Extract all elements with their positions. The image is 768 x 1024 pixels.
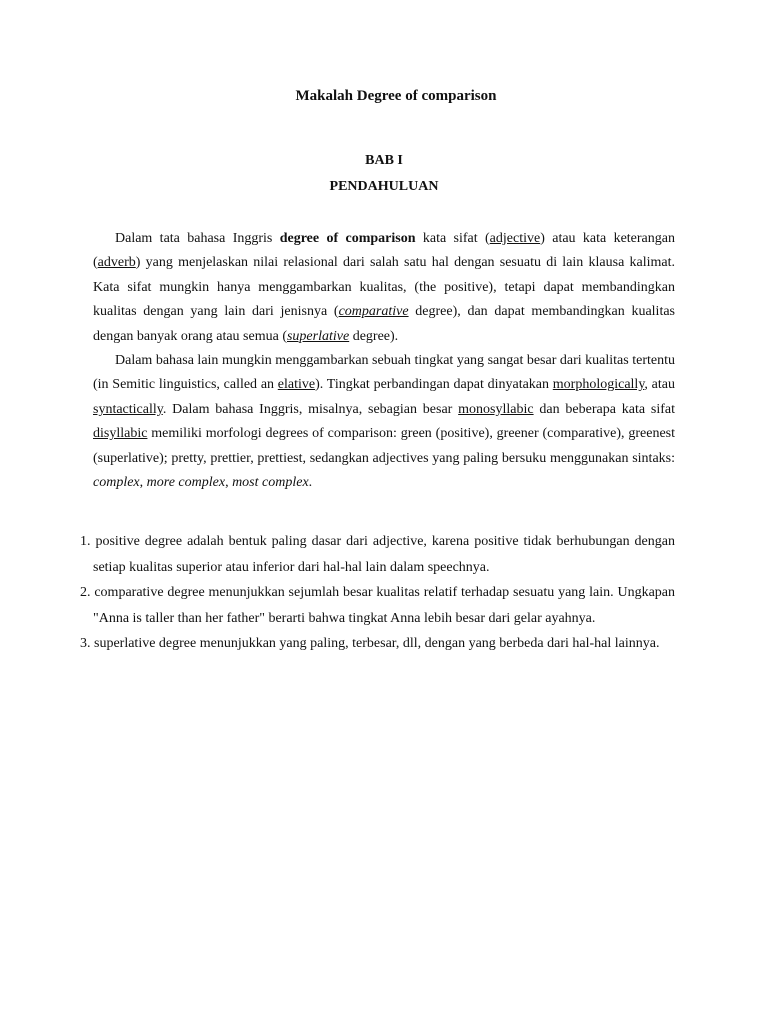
text-run: . xyxy=(308,475,313,491)
example-complex: complex xyxy=(93,475,140,491)
link-disyllabic[interactable]: disyllabic xyxy=(93,426,148,442)
bold-term: degree of comparison xyxy=(279,231,416,246)
text-run: , xyxy=(139,475,147,491)
link-superlative[interactable]: superlative xyxy=(286,328,350,344)
document-title: Makalah Degree of comparison xyxy=(295,88,497,104)
list-item: 1. positive degree adalah bentuk paling dasar dari adjective, karena positive tidak berhubungan dengan setiap kualitas superior atau inferior dari hal-hal lain dalam speechnya. xyxy=(80,534,675,575)
list-item: 3. superlative degree menunjukkan yang paling, terbesar, dll, dengan yang berbeda dari hal-hal lainnya. xyxy=(80,636,660,651)
link-syntactically[interactable]: syntactically xyxy=(93,401,163,417)
degree-list xyxy=(80,529,675,657)
text-run: ). Tingkat perbandingan dapat dinyatakan xyxy=(315,377,553,393)
text-run: Dalam tata bahasa Inggris xyxy=(115,231,280,246)
text-run: kata sifat ( xyxy=(415,231,490,246)
list-item: 2. comparative degree menunjukkan sejumlah besar kualitas relatif terhadap sesuatu yang lain. Ungkapan "Anna is taller than her father" berarti bahwa tingkat Anna lebih besar dari gelar ayahnya. xyxy=(80,585,675,626)
link-comparative[interactable]: comparative xyxy=(338,304,409,320)
chapter-number: BAB I xyxy=(365,153,403,168)
link-elative[interactable]: elative xyxy=(277,377,316,393)
link-monosyllabic[interactable]: monosyllabic xyxy=(458,401,534,417)
text-run: ) atau kata keterangan ( xyxy=(93,231,675,271)
text-run: Dalam bahasa lain mungkin menggambarkan sebuah tingkat yang sangat besar dari kualitas tertentu (in Semitic linguistics, called an xyxy=(93,353,675,393)
paragraph-2 xyxy=(93,349,675,495)
example-more-complex: more complex xyxy=(146,475,226,491)
link-adverb[interactable]: adverb xyxy=(97,255,136,271)
text-run: , atau xyxy=(644,377,675,393)
chapter-name: PENDAHULUAN xyxy=(329,179,439,194)
paragraph-1 xyxy=(93,227,675,349)
text-run: memiliki morfologi degrees of comparison: green (positive), greener (comparative), greenest (superlative); pretty, prettier, prettiest, sedangkan adjectives yang paling bersuku menggunakan sintaks: xyxy=(93,426,675,466)
text-run: degree), dan dapat membandingkan kualitas dengan banyak orang atau semua ( xyxy=(93,304,676,344)
example-most-complex: most complex xyxy=(232,475,309,491)
text-run: , xyxy=(225,475,233,491)
link-morphologically[interactable]: morphologically xyxy=(552,377,645,393)
body-text xyxy=(93,227,675,495)
link-adjective[interactable]: adjective xyxy=(489,231,541,246)
text-run: degree). xyxy=(349,328,399,344)
text-run: ) yang menjelaskan nilai relasional dari salah satu hal dengan sesuatu di lain klausa kalimat. Kata sifat mungkin hanya menggambarkan kualitas, (the positive), tetapi dapat membandingkan kualitas dengan yang lain dari jenisnya ( xyxy=(93,255,675,320)
text-run: dan beberapa kata sifat xyxy=(533,401,675,417)
text-run: . Dalam bahasa Inggris, misalnya, sebagian besar xyxy=(162,401,459,417)
